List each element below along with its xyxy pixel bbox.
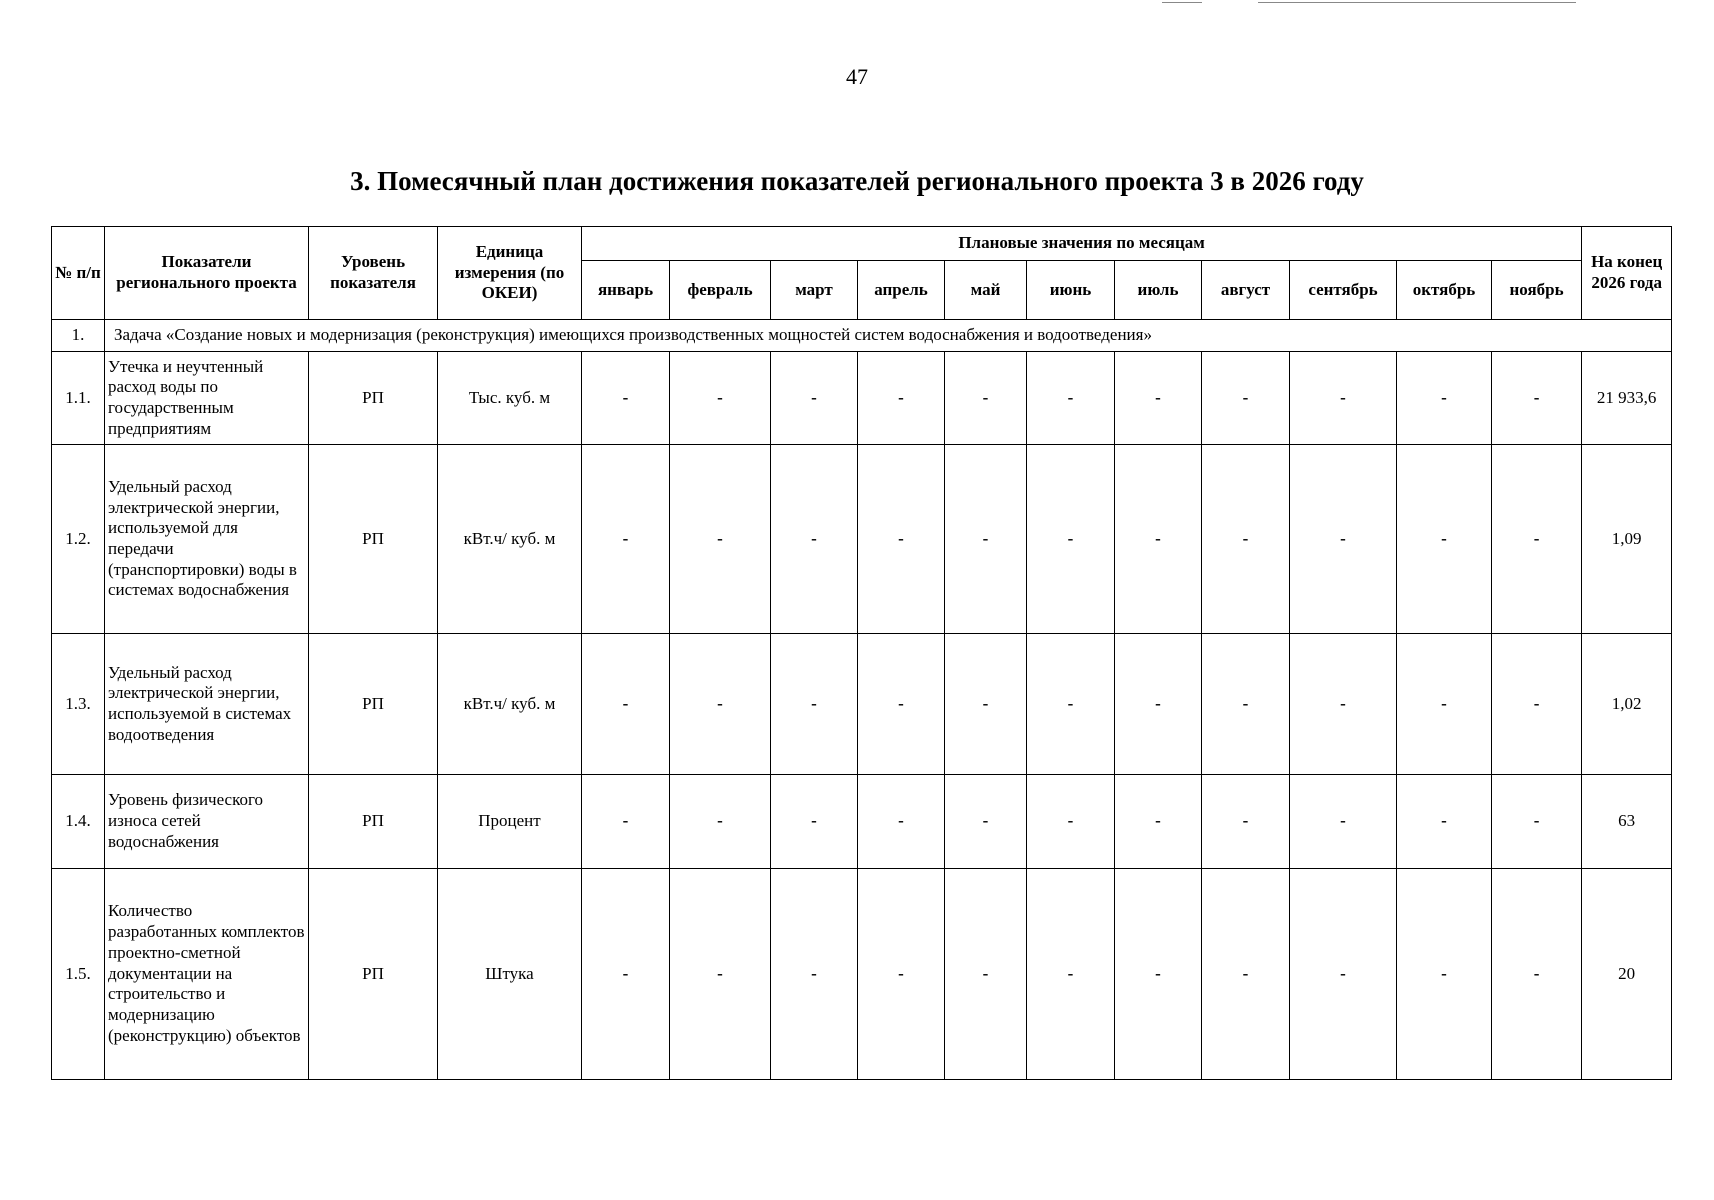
table-row: [52, 352, 1672, 445]
header-month: июнь: [1027, 261, 1115, 320]
month-value: -: [1202, 869, 1290, 1080]
header-level: Уровень показателя: [309, 227, 438, 320]
month-value: -: [1027, 869, 1115, 1080]
header-month: сентябрь: [1290, 261, 1397, 320]
month-value: -: [582, 352, 670, 445]
month-value: -: [771, 445, 858, 634]
header-month: октябрь: [1397, 261, 1492, 320]
month-value: -: [1115, 775, 1202, 869]
month-value: -: [670, 352, 771, 445]
header-year-end: На конец 2026 года: [1582, 227, 1672, 320]
year-end-value: 63: [1582, 775, 1672, 869]
month-value: -: [945, 352, 1027, 445]
row-level: РП: [309, 445, 438, 634]
month-value: -: [858, 775, 945, 869]
row-level: РП: [309, 869, 438, 1080]
table-row: [52, 775, 1672, 869]
month-value: -: [1115, 445, 1202, 634]
row-level: РП: [309, 352, 438, 445]
month-value: -: [945, 445, 1027, 634]
month-value: -: [858, 634, 945, 775]
table-row: [52, 445, 1672, 634]
month-value: -: [1492, 869, 1582, 1080]
row-num: 1.2.: [52, 445, 105, 634]
year-end-value: 20: [1582, 869, 1672, 1080]
month-value: -: [1202, 775, 1290, 869]
row-indicator: Утечка и неучтенный расход воды по государственным предприятиям: [105, 352, 309, 445]
month-value: -: [1492, 445, 1582, 634]
month-value: -: [771, 634, 858, 775]
header-unit: Единица измерения (по ОКЕИ): [438, 227, 582, 320]
page-title: 3. Помесячный план достижения показателей регионального проекта 3 в 2026 году: [350, 166, 1364, 196]
task-text: Задача «Создание новых и модернизация (реконструкция) имеющихся производственных мощностей систем водоснабжения и водоотведения»: [105, 320, 1672, 352]
month-value: -: [1397, 634, 1492, 775]
month-value: -: [1115, 634, 1202, 775]
month-value: -: [1290, 634, 1397, 775]
year-end-value: 21 933,6: [1582, 352, 1672, 445]
month-value: -: [1202, 634, 1290, 775]
row-level: РП: [309, 634, 438, 775]
row-num: 1.5.: [52, 869, 105, 1080]
month-value: -: [1290, 352, 1397, 445]
scan-edge-line: [1258, 2, 1576, 3]
month-value: -: [670, 869, 771, 1080]
month-value: -: [945, 869, 1027, 1080]
header-month: июль: [1115, 261, 1202, 320]
task-num: 1.: [52, 320, 105, 352]
row-unit: кВт.ч/ куб. м: [438, 445, 582, 634]
month-value: -: [1492, 352, 1582, 445]
row-level: РП: [309, 775, 438, 869]
month-value: -: [1202, 352, 1290, 445]
month-value: -: [1115, 869, 1202, 1080]
month-value: -: [1397, 869, 1492, 1080]
task-row: [52, 320, 1672, 352]
year-end-value: 1,09: [1582, 445, 1672, 634]
month-value: -: [771, 775, 858, 869]
month-value: -: [1027, 445, 1115, 634]
row-indicator: Удельный расход электрической энергии, используемой для передачи (транспортировки) воды в системах водоснабжения: [105, 445, 309, 634]
header-month: апрель: [858, 261, 945, 320]
header-num: № п/п: [52, 227, 105, 320]
month-value: -: [1290, 775, 1397, 869]
row-unit: Тыс. куб. м: [438, 352, 582, 445]
month-value: -: [1290, 445, 1397, 634]
row-unit: кВт.ч/ куб. м: [438, 634, 582, 775]
header-month: март: [771, 261, 858, 320]
month-value: -: [1492, 775, 1582, 869]
month-value: -: [582, 869, 670, 1080]
table-row: [52, 869, 1672, 1080]
month-value: -: [670, 445, 771, 634]
month-value: -: [1492, 634, 1582, 775]
monthly-plan-table: [51, 226, 1672, 1080]
header-indicator: Показатели регионального проекта: [105, 227, 309, 320]
month-value: -: [582, 775, 670, 869]
row-unit: Процент: [438, 775, 582, 869]
header-month: февраль: [670, 261, 771, 320]
month-value: -: [1397, 775, 1492, 869]
row-unit: Штука: [438, 869, 582, 1080]
month-value: -: [670, 634, 771, 775]
month-value: -: [945, 634, 1027, 775]
table-row: [52, 634, 1672, 775]
month-value: -: [858, 869, 945, 1080]
row-indicator: Количество разработанных комплектов проектно-сметной документации на строительство и модернизацию (реконструкцию) объектов: [105, 869, 309, 1080]
row-num: 1.3.: [52, 634, 105, 775]
month-value: -: [1202, 445, 1290, 634]
month-value: -: [1027, 775, 1115, 869]
year-end-value: 1,02: [1582, 634, 1672, 775]
month-value: -: [582, 634, 670, 775]
scan-edge-line: [1162, 2, 1202, 3]
month-value: -: [1115, 352, 1202, 445]
page-number: 47: [846, 64, 868, 89]
header-month: январь: [582, 261, 670, 320]
month-value: -: [1397, 445, 1492, 634]
row-indicator: Уровень физического износа сетей водоснабжения: [105, 775, 309, 869]
header-month: август: [1202, 261, 1290, 320]
month-value: -: [1027, 634, 1115, 775]
header-month: май: [945, 261, 1027, 320]
month-value: -: [858, 352, 945, 445]
month-value: -: [771, 352, 858, 445]
month-value: -: [1397, 352, 1492, 445]
month-value: -: [582, 445, 670, 634]
month-value: -: [771, 869, 858, 1080]
month-value: -: [1027, 352, 1115, 445]
month-value: -: [945, 775, 1027, 869]
month-value: -: [1290, 869, 1397, 1080]
month-value: -: [670, 775, 771, 869]
month-value: -: [858, 445, 945, 634]
row-num: 1.1.: [52, 352, 105, 445]
header-monthly-values: Плановые значения по месяцам: [582, 227, 1582, 261]
row-indicator: Удельный расход электрической энергии, используемой в системах водоотведения: [105, 634, 309, 775]
row-num: 1.4.: [52, 775, 105, 869]
header-month: ноябрь: [1492, 261, 1582, 320]
